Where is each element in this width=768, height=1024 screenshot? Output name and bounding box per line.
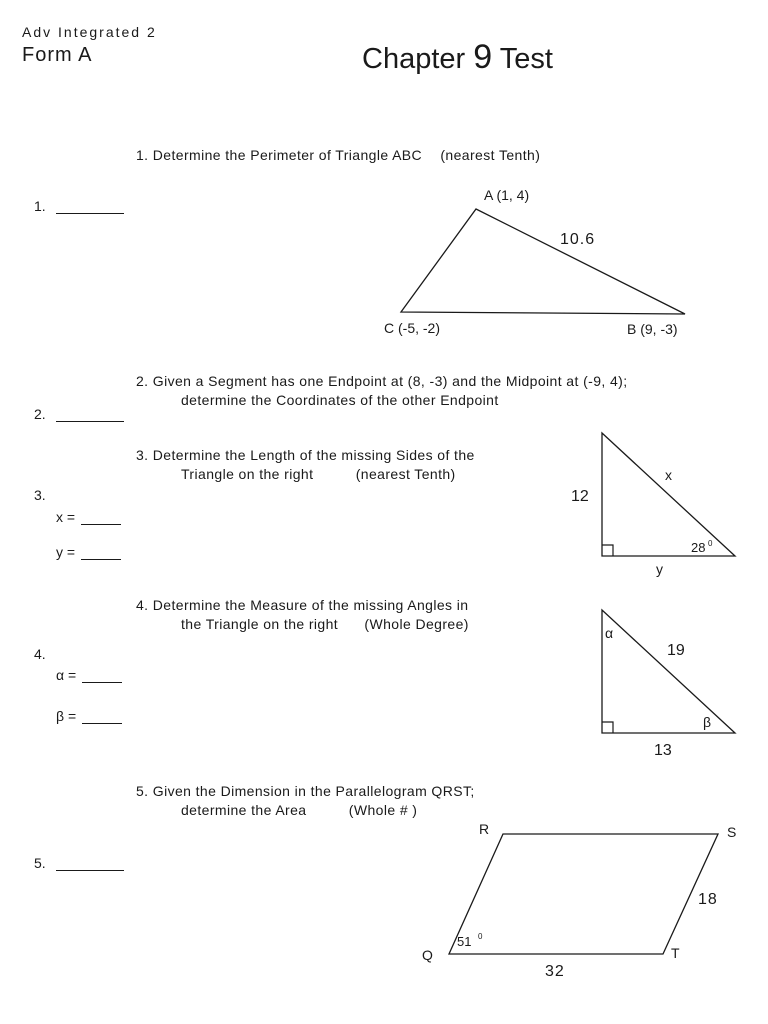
question-text: Determine the Measure of the missing Angles in xyxy=(152,597,469,613)
alpha-label: α = xyxy=(56,667,77,683)
beta-label: β = xyxy=(56,708,77,724)
vertex-r-label: R xyxy=(479,821,490,837)
course-name: Adv Integrated 2 xyxy=(22,24,157,40)
leg-12-label: 12 xyxy=(571,488,589,505)
question-text: Given the Dimension in the Parallelogram QRST; xyxy=(152,783,475,799)
side-18-label: 18 xyxy=(698,891,718,908)
right-angle-marker xyxy=(602,722,613,733)
answer-number: 2. xyxy=(34,406,46,422)
vertex-q-label: Q xyxy=(422,947,433,963)
parallelogram-qrst-figure xyxy=(422,821,736,980)
hyp-19-label: 19 xyxy=(667,642,685,659)
vertex-t-label: T xyxy=(671,945,680,961)
side-ab-label: 10.6 xyxy=(560,231,596,248)
form-label: Form A xyxy=(22,44,93,66)
question-note: (Whole Degree) xyxy=(364,616,469,632)
triangle-abc xyxy=(401,209,685,314)
question-number: 4. xyxy=(136,597,149,613)
title-suffix: Test xyxy=(499,43,553,75)
base-13-label: 13 xyxy=(654,742,672,759)
answer-number: 5. xyxy=(34,855,46,871)
parallelogram-qrst xyxy=(449,834,718,954)
triangle-abc-figure xyxy=(384,187,685,337)
vertex-a-label: A (1, 4) xyxy=(484,187,530,203)
degree-symbol: 0 xyxy=(708,539,713,548)
question-number: 5. xyxy=(136,783,149,799)
x-label: x = xyxy=(56,509,76,525)
angle-28-label: 28 xyxy=(691,540,706,555)
y-label: y = xyxy=(56,544,76,560)
question-note: (nearest Tenth) xyxy=(355,466,456,482)
right-triangle-3 xyxy=(602,433,735,556)
question-number: 3. xyxy=(136,447,149,463)
alpha-angle-label: α xyxy=(605,625,614,641)
question-text: Given a Segment has one Endpoint at (8, -3) and the Midpoint at (-9, 4); xyxy=(152,373,628,389)
beta-angle-label: β xyxy=(703,714,712,730)
question-number: 2. xyxy=(136,373,149,389)
answer-number: 1. xyxy=(34,198,46,214)
right-angle-marker xyxy=(602,545,613,556)
question-text: determine the Area xyxy=(181,802,307,818)
question-2-line2: determine the Coordinates of the other Endpoint xyxy=(181,392,499,408)
question-note: (nearest Tenth) xyxy=(440,147,541,163)
question-text: Triangle on the right xyxy=(181,466,314,482)
right-triangle-3-figure xyxy=(571,433,735,577)
question-number: 1. xyxy=(136,147,149,163)
question-text: the Triangle on the right xyxy=(181,616,339,632)
answer-4-number: 4. xyxy=(34,646,46,662)
question-text: Determine the Length of the missing Sides of the xyxy=(152,447,475,463)
vertex-s-label: S xyxy=(727,824,737,840)
degree-symbol: 0 xyxy=(478,932,483,941)
question-text: Determine the Perimeter of Triangle ABC xyxy=(152,147,423,163)
title-number: 9 xyxy=(473,38,493,76)
right-triangle-4 xyxy=(602,610,735,733)
question-note: (Whole # ) xyxy=(348,802,418,818)
title-prefix: Chapter xyxy=(362,43,466,75)
base-32-label: 32 xyxy=(545,963,565,980)
vertex-c-label: C (-5, -2) xyxy=(384,320,440,336)
right-triangle-4-figure xyxy=(602,610,735,759)
angle-51-label: 51 xyxy=(457,934,472,949)
answer-3-number: 3. xyxy=(34,487,46,503)
base-y-label: y xyxy=(656,561,663,577)
hyp-x-label: x xyxy=(665,467,672,483)
vertex-b-label: B (9, -3) xyxy=(627,321,678,337)
